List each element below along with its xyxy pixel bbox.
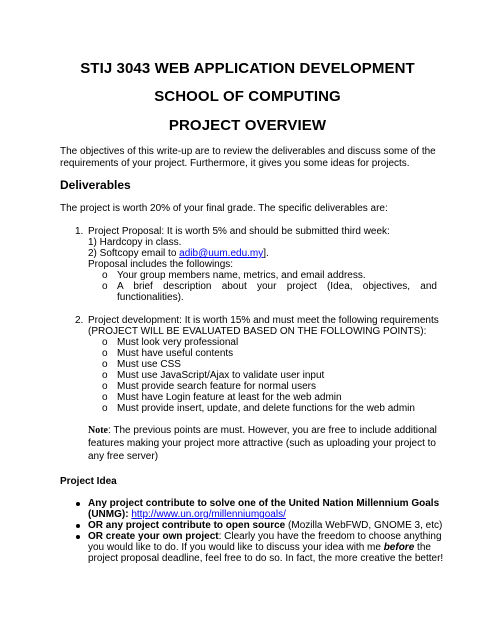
item-1-line-4: Proposal includes the followings: — [88, 259, 234, 270]
open-source-label: OR any project contribute to open source — [88, 520, 286, 531]
note-text: : The previous points are must. However, you are free to include additional — [108, 425, 437, 436]
before-emphasis: before — [383, 542, 415, 553]
course-title: STIJ 3043 WEB APPLICATION DEVELOPMENT — [80, 60, 415, 77]
note-line-3: any free server) — [88, 451, 159, 462]
intro-line-1: The objectives of this write-up are to review the deliverables and discuss some of the — [60, 146, 436, 157]
intro-line-2: requirements of your project. Furthermore, it gives you some ideas for projects. — [60, 158, 410, 169]
sub-bullet-icon: o — [102, 281, 108, 292]
deliverables-summary: The project is worth 20% of your final grade. The specific deliverables are: — [60, 203, 388, 214]
requirement-item: Must provide insert, update, and delete functions for the web admin — [117, 403, 415, 414]
sub-bullet-icon: o — [102, 403, 108, 414]
bullet-icon — [76, 535, 80, 539]
requirement-item: Must look very professional — [117, 337, 239, 348]
idea-1-line-1: Any project contribute to solve one of the United Nation Millennium Goals — [88, 498, 440, 509]
unmg-label: (UNMG): — [88, 509, 132, 520]
un-link[interactable]: http://www.un.org/millenniumgoals/ — [131, 509, 286, 520]
deliverables-heading: Deliverables — [60, 178, 131, 192]
project-idea-heading: Project Idea — [60, 476, 117, 487]
item-1-sub-2-line-1: A brief description about your project (Idea, objectives, and — [117, 281, 437, 292]
document-title: PROJECT OVERVIEW — [168, 117, 327, 134]
own-project-label: OR create your own project — [88, 531, 219, 542]
sub-bullet-icon: o — [102, 381, 108, 392]
bullet-icon — [76, 524, 80, 528]
sub-bullet-icon: o — [102, 370, 108, 381]
sub-bullet-icon: o — [102, 348, 108, 359]
item-1-sub-1: Your group members name, metrics, and email address. — [117, 270, 366, 281]
idea-3-text-b: the — [414, 542, 431, 553]
softcopy-suffix: ]. — [263, 248, 269, 259]
sub-bullet-icon: o — [102, 337, 108, 348]
idea-3-text-a: you would like to do. If you would like to discuss your idea with me — [88, 542, 384, 553]
idea-3-line-3: project proposal deadline, feel free to do so. In fact, the more creative the better! — [88, 553, 444, 564]
requirement-item: Must use JavaScript/Ajax to validate user input — [117, 370, 325, 381]
open-source-text: (Mozilla WebFWD, GNOME 3, etc) — [285, 520, 443, 531]
email-link[interactable]: adib@uum.edu.my — [179, 248, 264, 259]
item-2-number: 2. — [75, 315, 84, 326]
school-title: SCHOOL OF COMPUTING — [154, 88, 341, 105]
item-1-line-1: Project Proposal: It is worth 5% and should be submitted third week: — [88, 226, 390, 237]
sub-bullet-icon: o — [102, 359, 108, 370]
note-label: Note — [88, 425, 108, 436]
softcopy-text: 2) Softcopy email to — [88, 248, 180, 259]
requirement-item: Must use CSS — [117, 359, 181, 370]
requirement-item: Must have useful contents — [117, 348, 234, 359]
sub-bullet-icon: o — [102, 392, 108, 403]
note-line-2: features making your project more attractive (such as uploading your project to — [88, 438, 436, 449]
requirement-item: Must have Login feature at least for the web admin — [117, 392, 342, 403]
note-line-1 — [88, 425, 436, 437]
requirement-item: Must provide search feature for normal users — [117, 381, 316, 392]
own-project-text: : Clearly you have the freedom to choose anything — [218, 531, 442, 542]
sub-bullet-icon: o — [102, 270, 108, 281]
item-2-line-1: Project development: It is worth 15% and must meet the following requirements — [88, 315, 439, 326]
item-1-number: 1. — [75, 226, 84, 237]
item-2-line-2: (PROJECT WILL BE EVALUATED BASED ON THE FOLLOWING POINTS): — [88, 326, 427, 337]
item-1-sub-2-line-2: functionalities). — [117, 292, 184, 303]
bullet-icon — [76, 502, 80, 506]
item-1-line-2: 1) Hardcopy in class. — [88, 237, 182, 248]
